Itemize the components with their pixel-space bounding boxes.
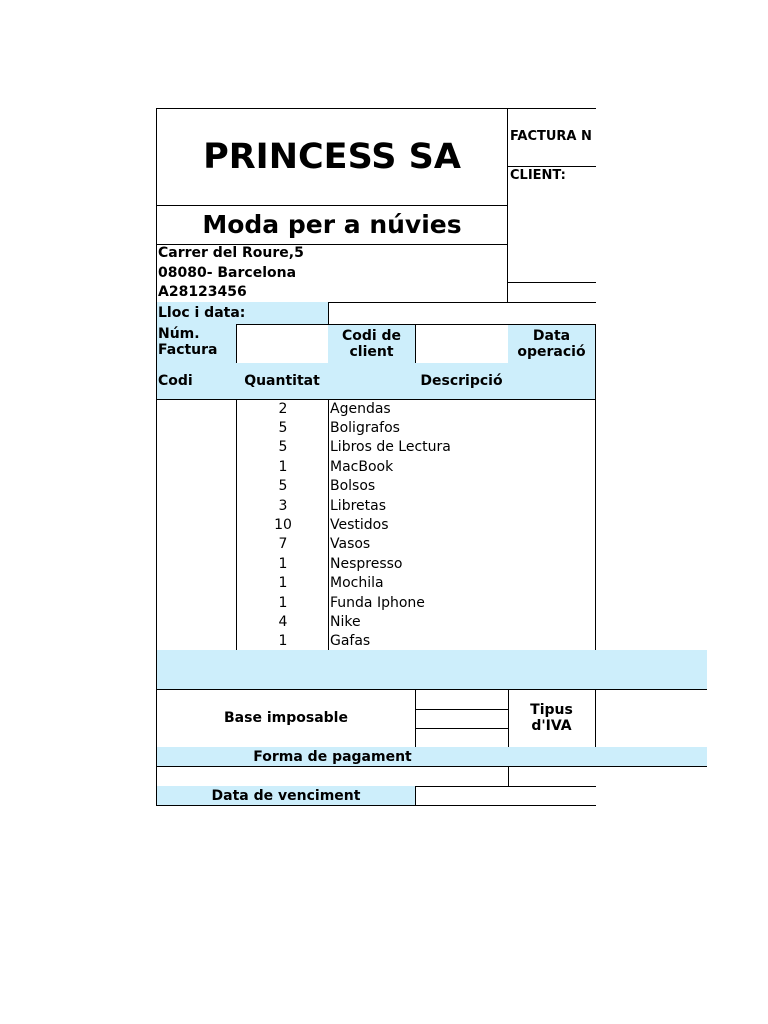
place-date-field[interactable] xyxy=(328,302,596,325)
client-code-label-text: Codi de client xyxy=(341,328,402,360)
header-quantity-text: Quantitat xyxy=(244,373,320,389)
item-quantity: 5 xyxy=(278,419,288,436)
item-description: Agendas xyxy=(330,400,391,417)
summary-band xyxy=(156,650,707,690)
item-description: Gafas xyxy=(330,633,371,650)
payment-field[interactable] xyxy=(156,766,509,787)
item-description: Vestidos xyxy=(330,516,389,533)
item-description: Libretas xyxy=(330,497,386,514)
base-value-1[interactable] xyxy=(415,689,509,710)
item-quantity: 10 xyxy=(274,516,292,533)
payment-label: Forma de pagament xyxy=(253,748,412,765)
base-label-cell xyxy=(156,689,416,748)
company-tagline-cell xyxy=(156,205,508,245)
divider xyxy=(508,108,596,109)
operation-date-label-text: Data operació xyxy=(517,328,586,360)
item-quantity: 2 xyxy=(278,400,288,417)
company-name-cell xyxy=(156,108,508,206)
item-description: Vasos xyxy=(330,536,371,553)
item-quantity: 5 xyxy=(278,478,288,495)
table-row xyxy=(157,574,597,593)
divider xyxy=(508,166,596,167)
place-date-label-text: Lloc i data: xyxy=(158,305,246,321)
due-date-label-cell xyxy=(156,786,416,806)
base-label: Base imposable xyxy=(224,710,348,726)
invoice-num-label xyxy=(156,324,237,364)
item-description: Bolsos xyxy=(330,478,376,495)
divider xyxy=(508,282,596,283)
company-tagline: Moda per a núvies xyxy=(202,210,462,239)
header-code-text: Codi xyxy=(158,373,193,389)
due-date-label: Data de venciment xyxy=(211,787,361,804)
table-row xyxy=(157,400,597,419)
table-row xyxy=(157,516,597,535)
item-description: Boligrafos xyxy=(330,419,400,436)
invoice-num-field[interactable] xyxy=(236,324,329,364)
item-quantity: 1 xyxy=(278,555,288,572)
table-row xyxy=(157,438,597,457)
company-tax-id: A28123456 xyxy=(158,284,247,300)
table-row xyxy=(157,535,597,554)
table-row xyxy=(157,632,597,651)
base-value-2[interactable] xyxy=(415,709,509,729)
address-line-2: 08080- Barcelona xyxy=(158,264,297,281)
client-code-label xyxy=(328,324,416,364)
payment-label-cell xyxy=(156,747,509,767)
client-code-field[interactable] xyxy=(415,324,509,364)
payment-band-right xyxy=(508,747,707,767)
vat-type-cell xyxy=(508,689,596,748)
due-date-field[interactable] xyxy=(415,786,596,806)
item-description: MacBook xyxy=(330,458,394,475)
item-quantity: 1 xyxy=(278,594,288,611)
item-description: Funda Iphone xyxy=(330,594,425,611)
header-code xyxy=(156,363,237,400)
item-description: Mochila xyxy=(330,575,384,592)
items-body xyxy=(156,399,596,651)
table-row xyxy=(157,477,597,496)
table-row xyxy=(157,594,597,613)
company-name: PRINCESS SA xyxy=(203,137,461,177)
item-description: Libros de Lectura xyxy=(330,439,451,456)
item-quantity: 1 xyxy=(278,633,288,650)
item-description: Nespresso xyxy=(330,555,403,572)
table-row xyxy=(157,419,597,438)
header-description xyxy=(328,363,596,400)
item-quantity: 4 xyxy=(278,613,288,630)
item-quantity: 3 xyxy=(278,497,288,514)
invoice-num-label-text: Núm. Factura xyxy=(158,326,218,358)
table-row xyxy=(157,555,597,574)
base-value-3[interactable] xyxy=(415,728,509,748)
client-label: CLIENT: xyxy=(510,168,566,183)
operation-date-label xyxy=(508,324,596,364)
item-description: Nike xyxy=(330,613,361,630)
vat-type-label: Tipus d'IVA xyxy=(530,702,573,734)
table-row xyxy=(157,458,597,477)
payment-field-right[interactable] xyxy=(508,766,596,787)
invoice-number-label: FACTURA N xyxy=(510,129,592,144)
item-quantity: 5 xyxy=(278,439,288,456)
item-quantity: 1 xyxy=(278,575,288,592)
item-quantity: 7 xyxy=(278,536,288,553)
address-line-1: Carrer del Roure,5 xyxy=(158,245,304,261)
item-quantity: 1 xyxy=(278,458,288,475)
table-row xyxy=(157,497,597,516)
company-address-cell xyxy=(156,244,508,303)
header-quantity xyxy=(236,363,329,400)
table-row xyxy=(157,613,597,632)
header-description-text: Descripció xyxy=(420,373,503,389)
place-date-label xyxy=(156,302,329,325)
